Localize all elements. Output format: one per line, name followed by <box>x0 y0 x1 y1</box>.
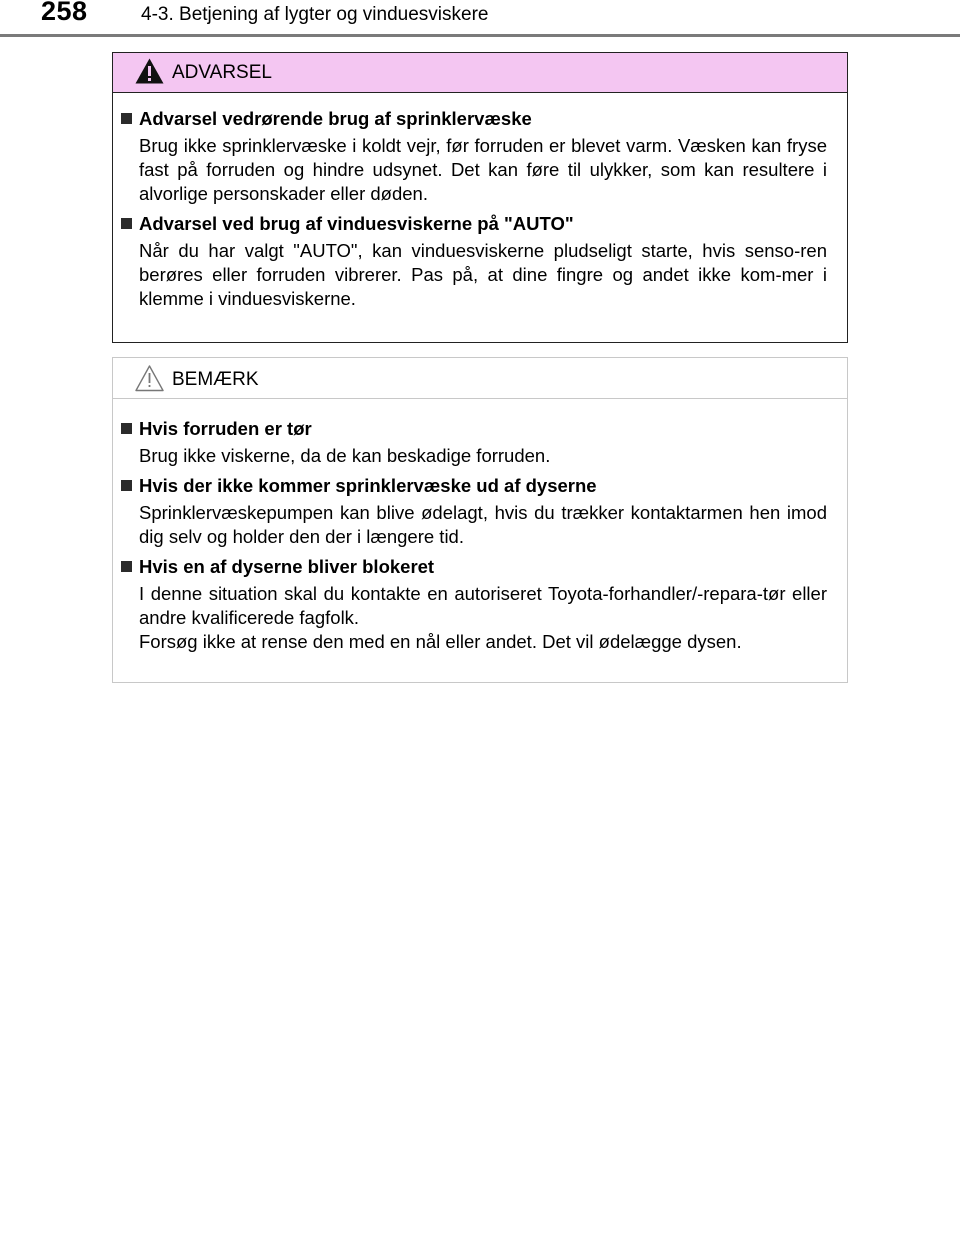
notice-item-heading: Hvis forruden er tør <box>139 418 312 439</box>
notice-item-text: Brug ikke viskerne, da de kan beskadige forruden. <box>139 445 551 466</box>
notice-item <box>121 555 827 654</box>
warning-title: ADVARSEL <box>172 62 272 83</box>
warning-item-text: Når du har valgt "AUTO", kan vinduesviskerne pludseligt starte, hvis senso-ren berøres eller forruden vibrerer. Pas på, at dine fingre og andet ikke kom-mer i klemme i vinduesviskerne. <box>139 240 827 309</box>
notice-item-heading: Hvis der ikke kommer sprinklervæske ud af dyserne <box>139 475 597 496</box>
warning-item-heading: Advarsel vedrørende brug af sprinklervæske <box>139 108 532 129</box>
square-bullet-icon <box>121 480 132 491</box>
notice-item-text: I denne situation skal du kontakte en autoriseret Toyota-forhandler/-repara-tør eller andre kvalificerede fagfolk. <box>139 583 827 628</box>
warning-item-heading: Advarsel ved brug af vinduesviskerne på "AUTO" <box>139 213 574 234</box>
notice-item-text: Sprinklervæskepumpen kan blive ødelagt, hvis du trækker kontaktarmen hen imod dig selv og holder den der i længere tid. <box>139 502 827 547</box>
square-bullet-icon <box>121 113 132 124</box>
notice-item-heading: Hvis en af dyserne bliver blokeret <box>139 556 435 577</box>
warning-box <box>112 52 848 343</box>
header-divider <box>0 34 960 37</box>
section-title: 4-3. Betjening af lygter og vinduesviskere <box>141 4 489 25</box>
notice-item-text: Forsøg ikke at rense den med en nål eller andet. Det vil ødelægge dysen. <box>139 631 742 652</box>
notice-box-header <box>113 358 847 399</box>
warning-item-text: Brug ikke sprinklervæske i koldt vejr, før forruden er blevet varm. Væsken kan fryse fast på forruden og hindre udsynet. Det kan føre til ulykker, som kan resultere i alvorlige personskader eller døden. <box>139 135 827 204</box>
notice-title: BEMÆRK <box>172 369 259 390</box>
warning-item <box>121 212 827 311</box>
notice-item <box>121 474 827 549</box>
square-bullet-icon <box>121 423 132 434</box>
page-header <box>0 0 960 40</box>
warning-box-header <box>113 53 847 93</box>
square-bullet-icon <box>121 218 132 229</box>
square-bullet-icon <box>121 561 132 572</box>
warning-item <box>121 107 827 206</box>
caution-triangle-outline-icon <box>134 364 165 392</box>
page-number: 258 <box>41 0 88 26</box>
warning-triangle-icon <box>134 57 165 85</box>
notice-box <box>112 357 848 683</box>
notice-item <box>121 417 827 468</box>
